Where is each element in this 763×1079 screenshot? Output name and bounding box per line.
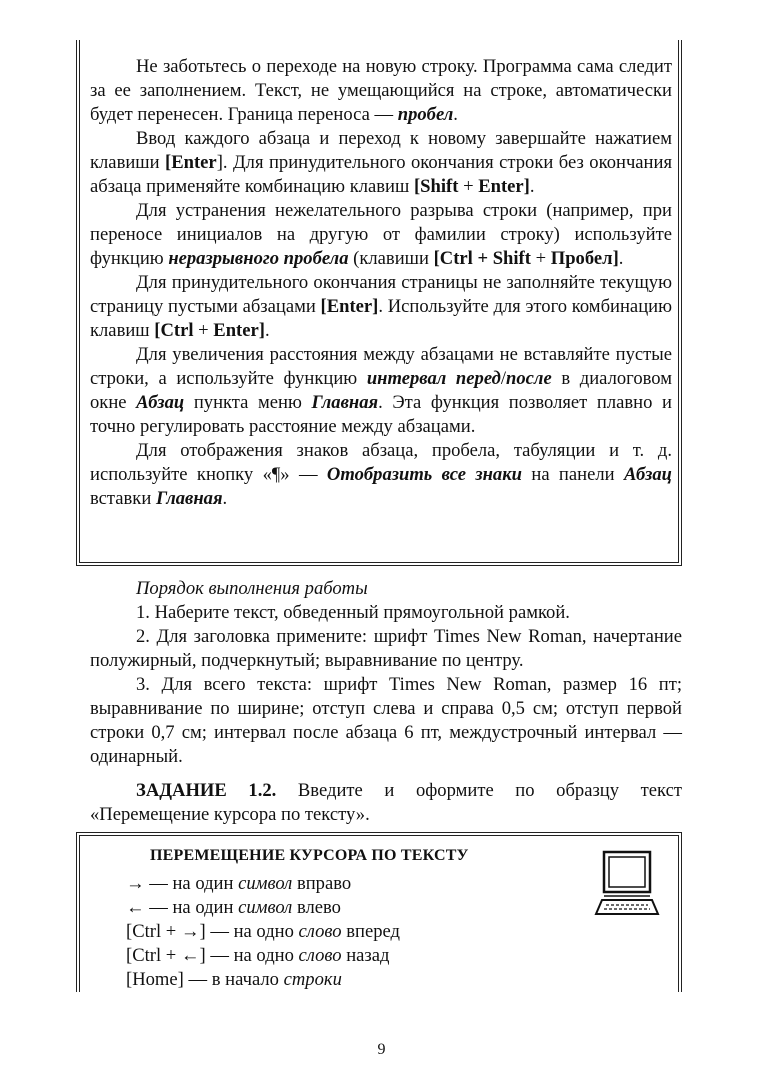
task-label: ЗАДАНИЕ 1.2. [136, 780, 277, 801]
procedure-heading: Порядок выполнения работы [136, 578, 368, 599]
task-text: Введите и оформите по образцу текст «Перемещение курсора по тексту». [90, 780, 682, 825]
paragraph-1: Не заботьтесь о переходе на новую строку. Программа сама следит за ее заполнением. Текст, не умещающийся на строке, автоматически будет перенесен. Граница переноса — пробел. [90, 56, 672, 125]
list-item: [Ctrl + →] — на одно слово вперед [126, 921, 400, 942]
task-paragraph [90, 779, 682, 827]
list-item: → — на один символ вправо [126, 873, 352, 894]
paragraph-4: Для принудительного окончания страницы не заполняйте текущую страницу пустыми абзацами [Enter]. Используйте для этого комбинацию клавиш [Ctrl + Enter]. [90, 272, 672, 341]
procedure-section [90, 577, 682, 769]
cursor-title: ПЕРЕМЕЩЕНИЕ КУРСОРА ПО ТЕКСТУ [150, 847, 469, 864]
list-item: ← — на один символ влево [126, 897, 341, 918]
procedure-step-3: 3. Для всего текста: шрифт Times New Roman, размер 16 пт; выравнивание по ширине; отступ слева и справа 0,5 см; отступ первой строки 0,7 см; интервал после абзаца 6 пт, междустрочный интервал — одинарный. [90, 674, 682, 767]
computer-icon [594, 850, 660, 918]
paragraph-2: Ввод каждого абзаца и переход к новому завершайте нажатием клавиши [Enter]. Для принудительного окончания строки без окончания абзаца применяйте комбинацию клавиш [Shift + Enter]. [90, 128, 672, 197]
page-number: 9 [377, 1041, 386, 1058]
list-item: [Home] — в начало строки [126, 969, 342, 990]
paragraph-6: Для отображения знаков абзаца, пробела, табуляции и т. д. используйте кнопку «¶» — Отобразить все знаки на панели Абзац вставки Главная. [90, 440, 672, 509]
procedure-step-2: 2. Для заголовка примените: шрифт Times New Roman, начертание полужирный, подчеркнутый; выравнивание по центру. [90, 626, 682, 671]
framed-text [90, 55, 672, 511]
procedure-step-1: 1. Наберите текст, обведенный прямоугольной рамкой. [136, 602, 570, 623]
paragraph-3: Для устранения нежелательного разрыва строки (например, при переносе инициалов на другую от фамилии строку) используйте функцию неразрывного пробела (клавиши [Ctrl + Shift + Пробел]. [90, 200, 672, 269]
cursor-list [126, 872, 546, 992]
list-item: [Ctrl + ←] — на одно слово назад [126, 945, 390, 966]
paragraph-5: Для увеличения расстояния между абзацами не вставляйте пустые строки, а используйте функцию интервал перед/после в диалоговом окне Абзац пункта меню Главная. Эта функция позволяет плавно и точно регулировать расстояние между абзацами. [90, 344, 672, 437]
